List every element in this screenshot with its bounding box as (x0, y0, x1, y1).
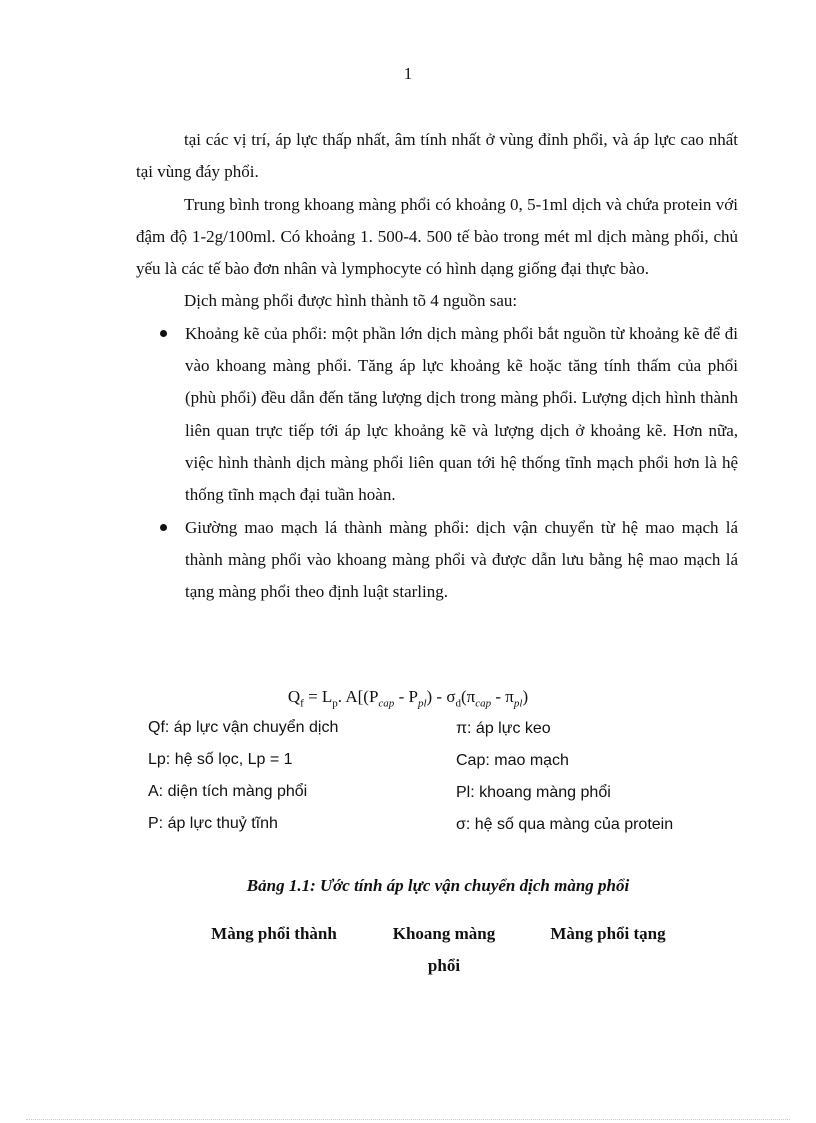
source-list (136, 318, 738, 609)
list-item-text: Khoảng kẽ của phổi: một phần lớn dịch màng phổi bắt nguồn từ khoảng kẽ để đi vào khoang màng phổi. Tăng áp lực khoảng kẽ hoặc tăng tính thấm của phổi (phù phổi) đều dẫn đến tăng lượng dịch trong màng phổi. Lượng dịch hình thành liên quan trực tiếp tới áp lực khoảng kẽ và lượng dịch ở khoảng kẽ. Hơn nữa, việc hình thành dịch màng phổi liên quan tới hệ thống tĩnh mạch phổi hơn là hệ thống tĩnh mạch đại tuần hoàn. (185, 323, 738, 505)
page-footer-divider (26, 1119, 790, 1120)
legend-item: P: áp lực thuỷ tĩnh (148, 815, 278, 832)
bullet-icon (160, 330, 167, 337)
paragraph-1: tại các vị trí, áp lực thấp nhất, âm tính nhất ở vùng đỉnh phổi, và áp lực cao nhất tại vùng đáy phổi. (136, 130, 738, 182)
legend-item: Lp: hệ số lọc, Lp = 1 (148, 751, 293, 768)
legend-item: σ: hệ số qua màng của protein (456, 816, 674, 833)
body-text (136, 124, 738, 608)
list-item-text: Giường mao mạch lá thành màng phổi: dịch vận chuyển từ hệ mao mạch lá thành màng phổi vào khoang màng phổi và được dẫn lưu bằng hệ mao mạch lá tạng màng phổi theo định luật starling. (185, 517, 738, 602)
paragraph-2: Trung bình trong khoang màng phổi có khoảng 0, 5-1ml dịch và chứa protein với đậm độ 1-2g/100ml. Có khoảng 1. 500-4. 500 tế bào trong mét ml dịch màng phổi, chủ yếu là các tế bào đơn nhân và lymphocyte có hình dạng giống đại thực bào. (136, 194, 738, 279)
table-header-cell: Khoang màng phổi (392, 924, 496, 975)
starling-formula: $Q_f = L_p$. $A[(P_{cap} - P_{pl}) - \sigma_d(\pi_{cap} - \pi_{pl})$ (287, 687, 529, 710)
table-caption: Bảng 1.1: Ước tính áp lực vận chuyển dịch màng phổi (246, 876, 630, 895)
formula-legend-left (148, 718, 338, 846)
page-number: 1 (403, 64, 413, 83)
bullet-icon (160, 524, 167, 531)
legend-item: Cap: mao mạch (456, 752, 569, 769)
legend-item: A: diện tích màng phổi (148, 783, 308, 800)
formula-legend-right (456, 719, 673, 847)
table-header-cell: Màng phổi thành (211, 924, 337, 943)
list-item (136, 512, 738, 609)
paragraph-3: Dịch màng phổi được hình thành tõ 4 nguồn sau: (184, 291, 518, 311)
table-header-cell: Màng phổi tạng (550, 924, 666, 943)
list-item (136, 318, 738, 512)
legend-item: Qf: áp lực vận chuyển dịch (148, 719, 339, 736)
legend-item: π: áp lực keo (456, 720, 551, 737)
legend-item: Pl: khoang màng phổi (456, 784, 611, 801)
